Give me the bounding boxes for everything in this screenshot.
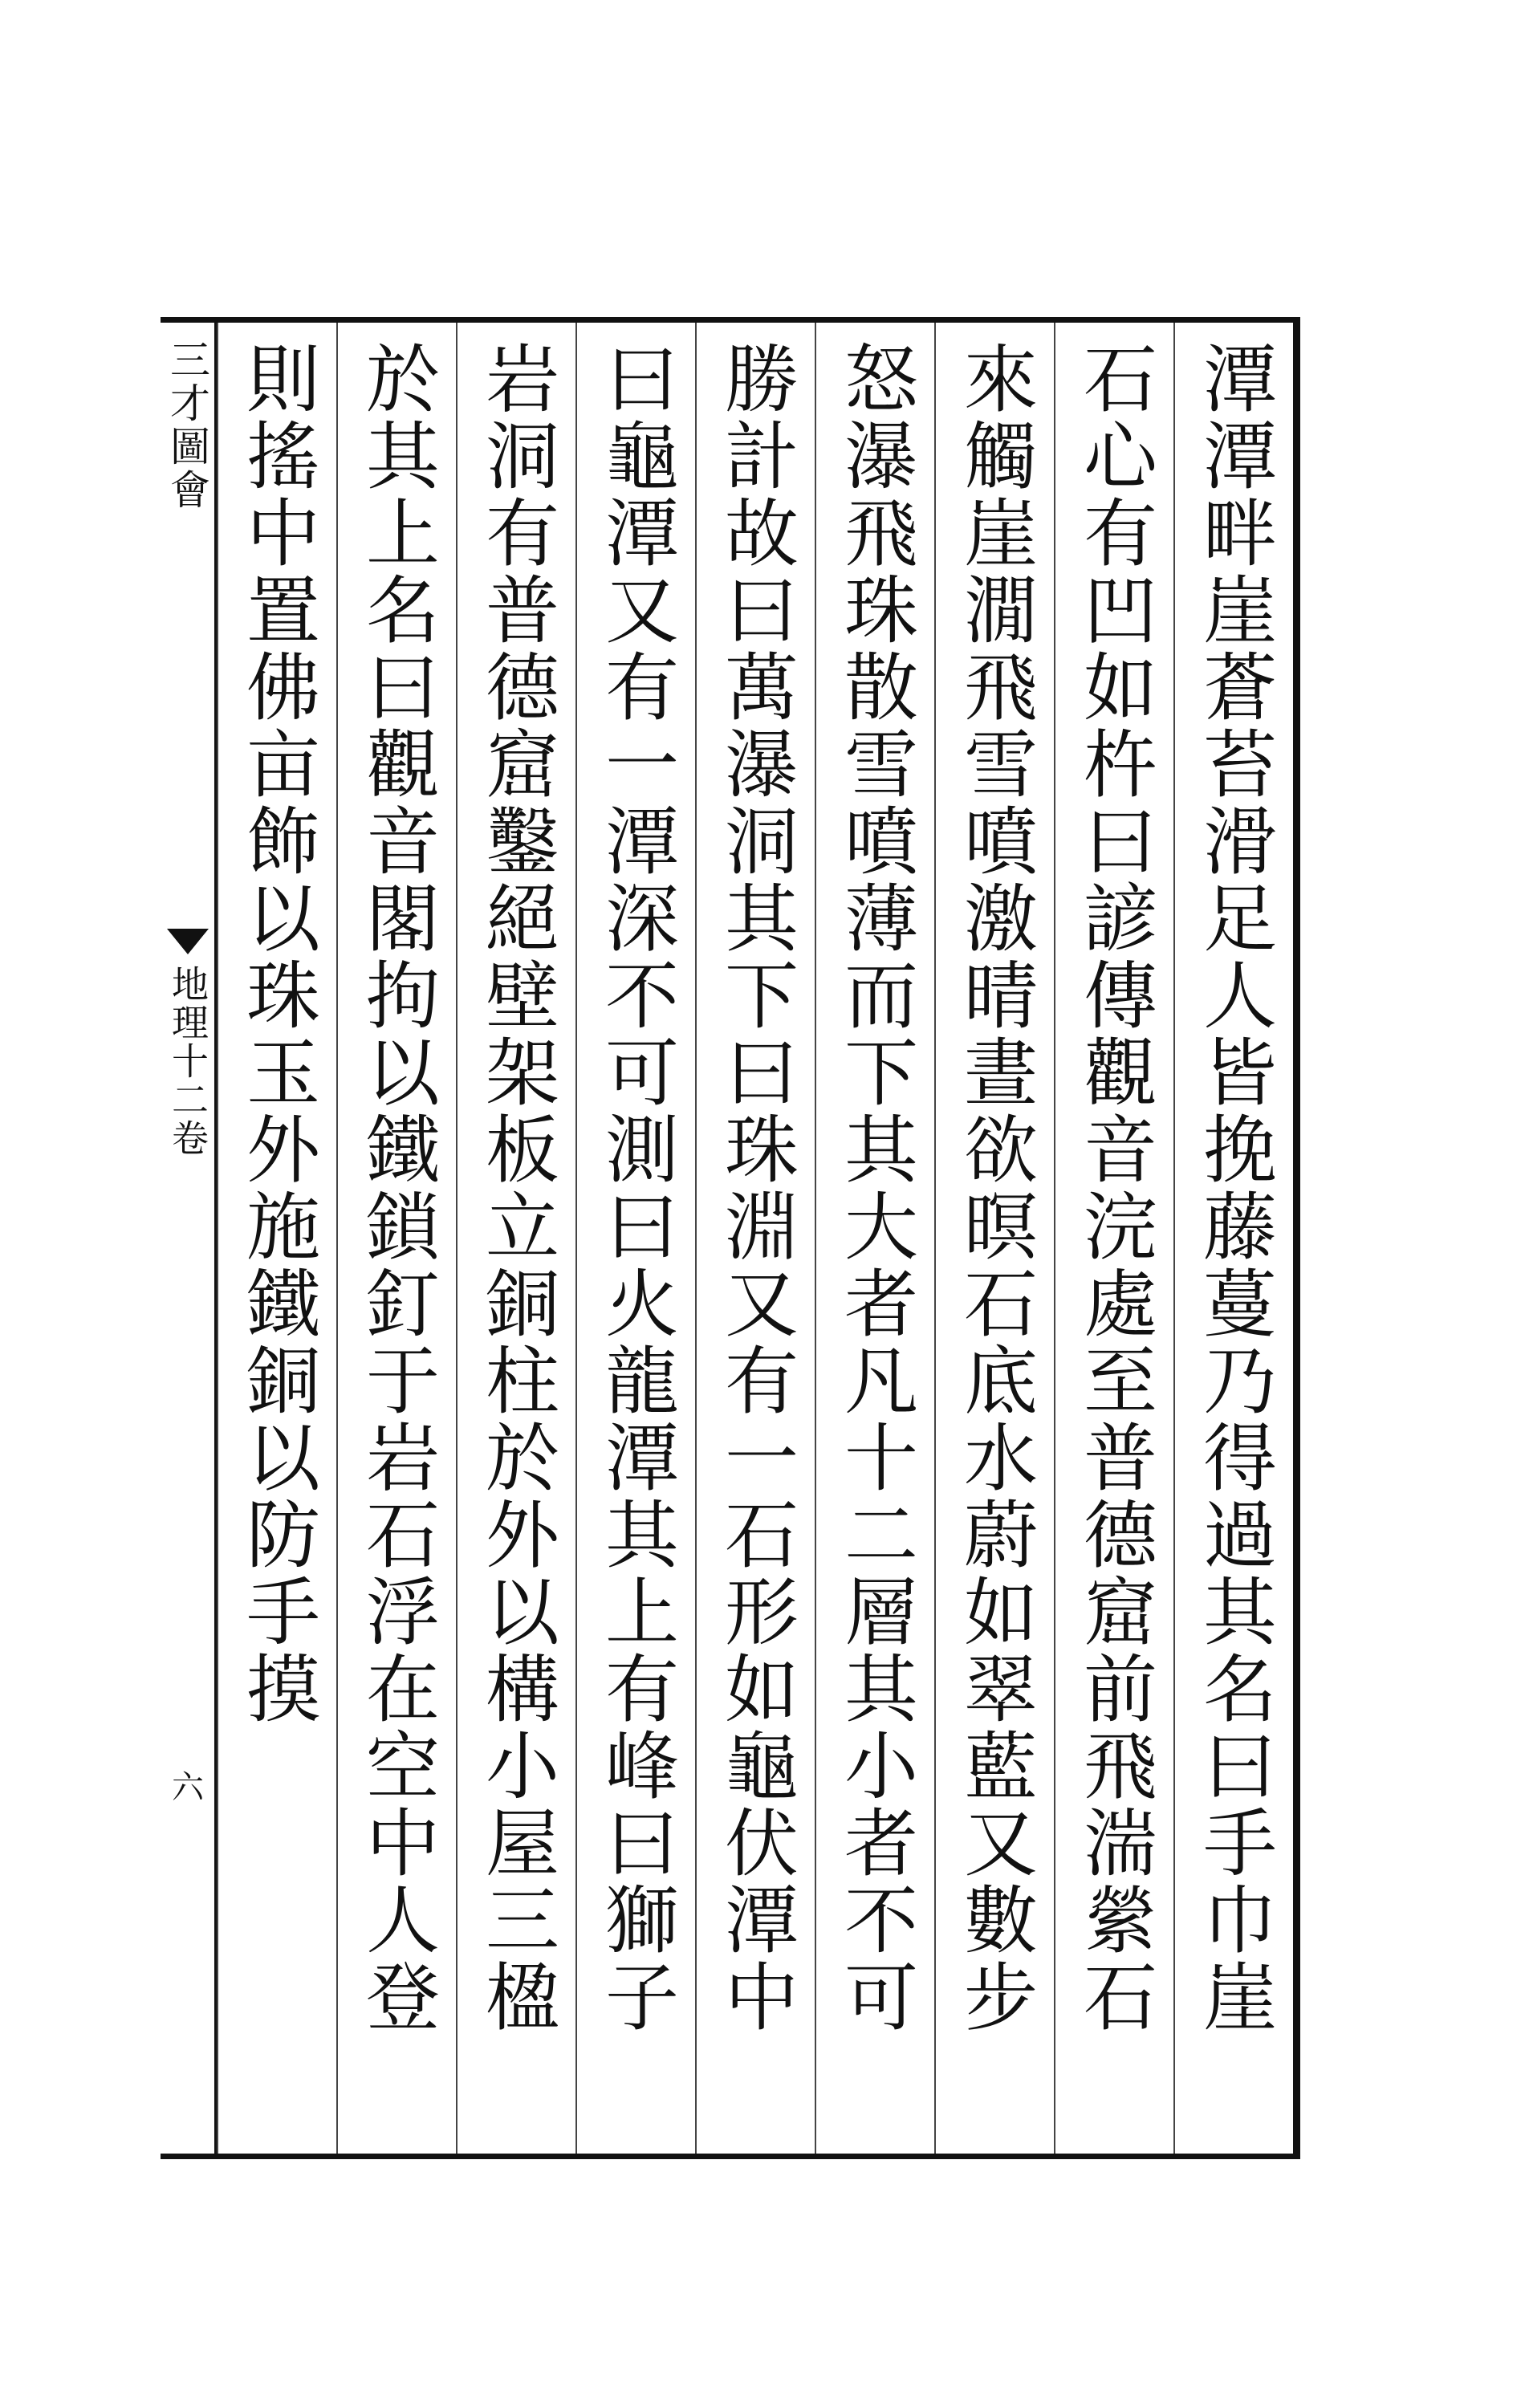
- column-text: 岩洞有普德窟鑿絕壁架板立銅柱於外以構小屋三楹: [474, 340, 559, 2036]
- text-columns: [217, 323, 1293, 2154]
- text-block-frame: [161, 317, 1300, 2159]
- text-column: [336, 323, 456, 2154]
- column-text: 曰龜潭又有一潭深不可測曰火龍潭其上有峰曰獅子: [593, 340, 679, 2036]
- column-text: 石心有凹如杵曰諺傳觀音浣處至普德窟前飛湍縈石: [1072, 340, 1157, 2036]
- column-text: 潭潭畔崖蒼苔滑足人皆挽藤蔓乃得過其名曰手巾崖: [1191, 340, 1277, 2036]
- column-text: 勝計故曰萬瀑洞其下曰珠淵又有一石形如龜伏潭中: [713, 340, 799, 2036]
- column-text: 於其上名曰觀音閣拘以鐵鎖釘于岩石浮在空中人登: [354, 340, 440, 2036]
- volume-label: 地理十二卷: [166, 965, 209, 1157]
- text-column: [934, 323, 1054, 2154]
- text-column: [1173, 323, 1293, 2154]
- book-title: 三才圖會: [164, 339, 210, 512]
- column-text: 來觸崖㵎飛雪噴激晴晝欲暝石底水蔚如翠藍又數步: [952, 340, 1038, 2036]
- text-column: [695, 323, 815, 2154]
- column-text: 怒瀑飛珠散雪噴薄而下其大者凡十二層其小者不可: [832, 340, 918, 2036]
- fish-tail-mark-icon: [167, 929, 209, 954]
- text-column: [1054, 323, 1173, 2154]
- text-column: [456, 323, 575, 2154]
- text-column: [815, 323, 934, 2154]
- margin-strip: [161, 323, 217, 2154]
- text-column: [575, 323, 695, 2154]
- column-text: 則搖中置佛亩飾以珠玉外施鐵銅以防手摸: [234, 340, 320, 1727]
- text-column: [217, 323, 336, 2154]
- page-number: 六: [172, 1769, 204, 1806]
